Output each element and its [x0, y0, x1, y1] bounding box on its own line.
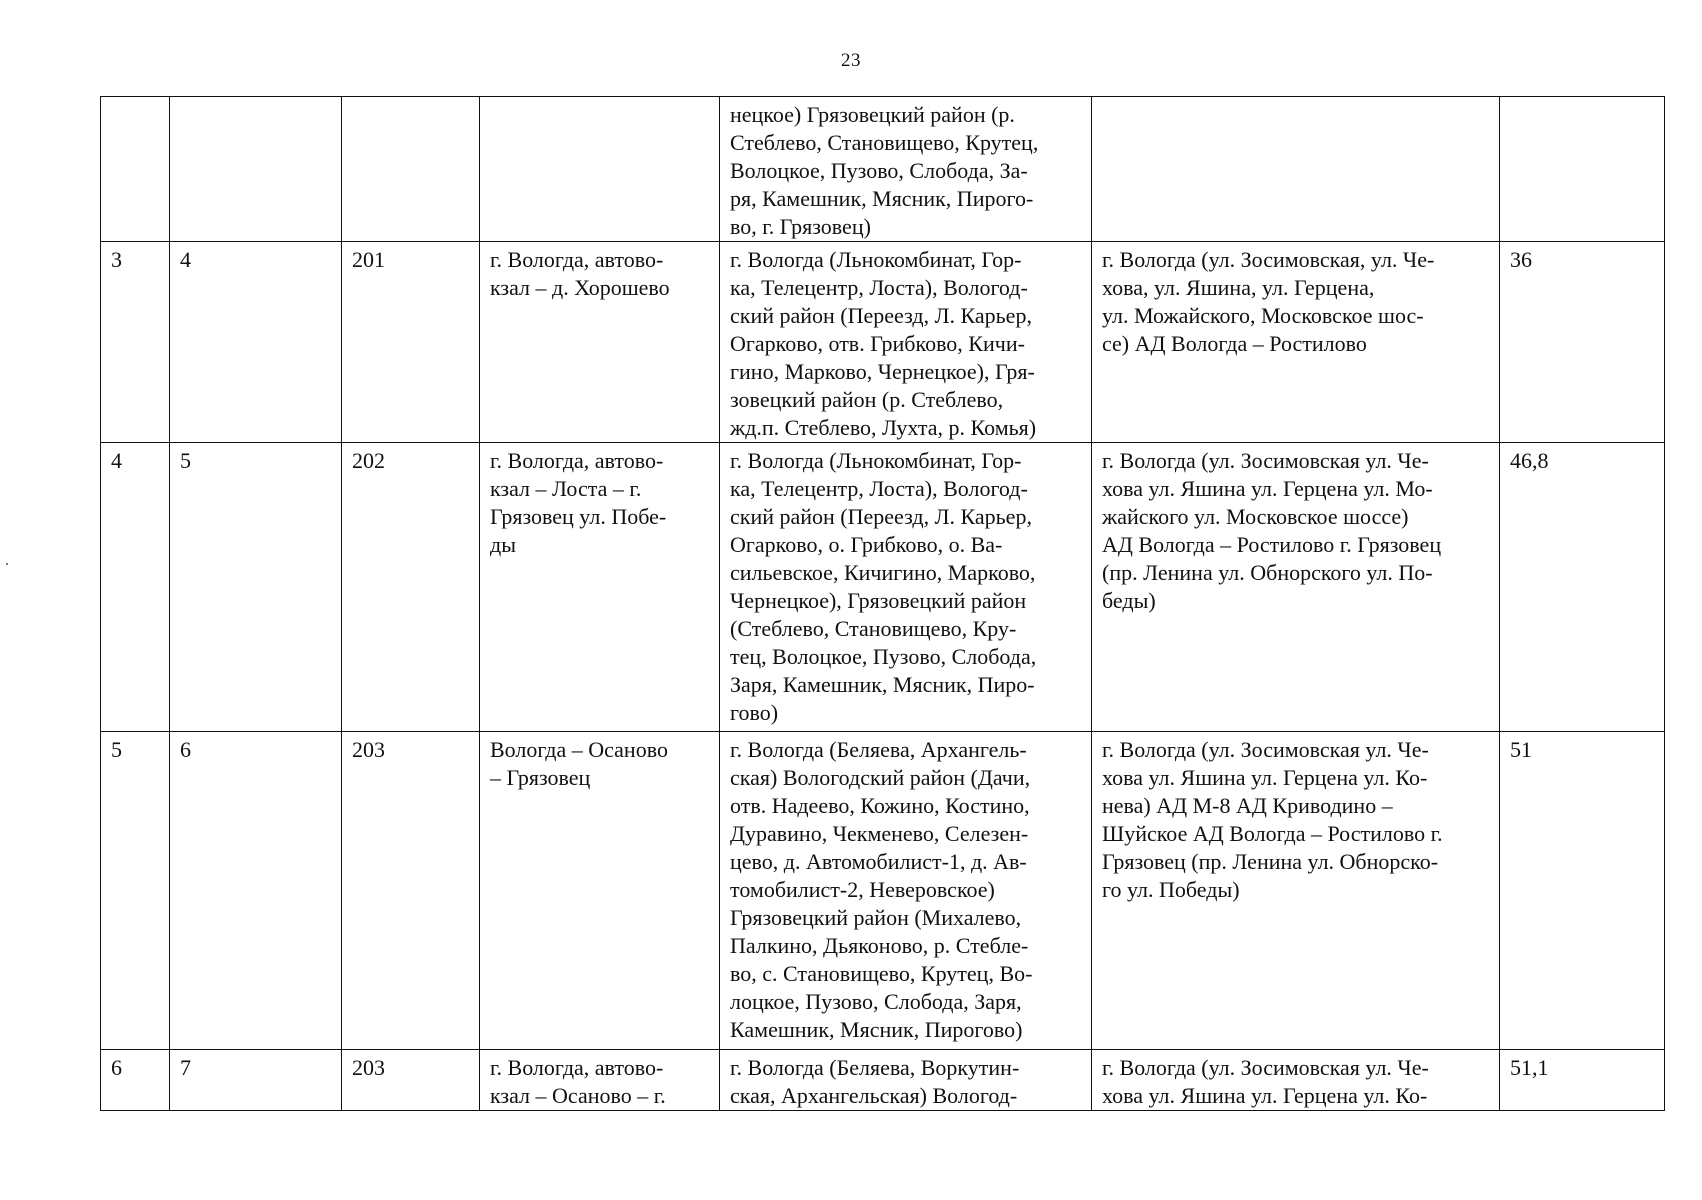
- cell-route-code: 202: [342, 443, 480, 732]
- cell-route-code: 203: [342, 732, 480, 1050]
- table-row: [101, 732, 1665, 1050]
- cell-route-number: 6: [170, 732, 342, 1050]
- cell-stops: г. Вологда (Льнокомбинат, Гор- ка, Телецентр, Лоста), Вологод- ский район (Переезд, Л. Карьер, Огарково, о. Грибково, о. Ва- сильевское, Кичигино, Марково, Чернецкое), Грязовецкий район (Стеблево, Становищево, Кру- тец, Волоцкое, Пузово, Слобода, Заря, Камешник, Мясник, Пиро- гово): [720, 443, 1092, 732]
- cell-route-number: 5: [170, 443, 342, 732]
- cell-index: [101, 97, 170, 242]
- route-table: [100, 96, 1665, 1111]
- cell-route-name: [480, 97, 720, 242]
- page-number: 23: [841, 50, 861, 71]
- cell-route-name: г. Вологда, автово- кзал – д. Хорошево: [480, 242, 720, 443]
- cell-streets: [1092, 97, 1500, 242]
- cell-length: 46,8: [1500, 443, 1665, 732]
- table-row: [101, 1050, 1665, 1111]
- cell-route-number: 4: [170, 242, 342, 443]
- cell-stops: нецкое) Грязовецкий район (р. Стеблево, Становищево, Крутец, Волоцкое, Пузово, Слобода, За- ря, Камешник, Мясник, Пирого- во, г. Грязовец): [720, 97, 1092, 242]
- cell-route-code: 203: [342, 1050, 480, 1111]
- cell-route-number: [170, 97, 342, 242]
- table-row: [101, 443, 1665, 732]
- cell-route-name: г. Вологда, автово- кзал – Осаново – г.: [480, 1050, 720, 1111]
- table-row: [101, 242, 1665, 443]
- cell-index: 4: [101, 443, 170, 732]
- cell-route-name: г. Вологда, автово- кзал – Лоста – г. Грязовец ул. Побе- ды: [480, 443, 720, 732]
- cell-index: 5: [101, 732, 170, 1050]
- cell-index: 6: [101, 1050, 170, 1111]
- cell-stops: г. Вологда (Беляева, Воркутин- ская, Архангельская) Вологод-: [720, 1050, 1092, 1111]
- cell-stops: г. Вологда (Льнокомбинат, Гор- ка, Телецентр, Лоста), Вологод- ский район (Переезд, Л. Карьер, Огарково, отв. Грибково, Кичи- гино, Марково, Чернецкое), Гря- зовецкий район (р. Стеблево, жд.п. Стеблево, Лухта, р. Комья): [720, 242, 1092, 443]
- cell-route-number: 7: [170, 1050, 342, 1111]
- cell-streets: г. Вологда (ул. Зосимовская ул. Че- хова ул. Яшина ул. Герцена ул. Ко- нева) АД М-8 АД Криводино – Шуйское АД Вологда – Ростилово г. Грязовец (пр. Ленина ул. Обнорско- го ул. Победы): [1092, 732, 1500, 1050]
- cell-streets: г. Вологда (ул. Зосимовская ул. Че- хова ул. Яшина ул. Герцена ул. Ко-: [1092, 1050, 1500, 1111]
- table-row: [101, 97, 1665, 242]
- cell-index: 3: [101, 242, 170, 443]
- cell-route-code: 201: [342, 242, 480, 443]
- cell-length: [1500, 97, 1665, 242]
- cell-length: 51: [1500, 732, 1665, 1050]
- cell-length: 51,1: [1500, 1050, 1665, 1111]
- scan-artifact-dot: [6, 563, 8, 565]
- cell-route-code: [342, 97, 480, 242]
- cell-streets: г. Вологда (ул. Зосимовская, ул. Че- хова, ул. Яшина, ул. Герцена, ул. Можайского, Московское шос- се) АД Вологда – Ростилово: [1092, 242, 1500, 443]
- cell-length: 36: [1500, 242, 1665, 443]
- cell-streets: г. Вологда (ул. Зосимовская ул. Че- хова ул. Яшина ул. Герцена ул. Мо- жайского ул. Московское шоссе) АД Вологда – Ростилово г. Грязовец (пр. Ленина ул. Обнорского ул. По- беды): [1092, 443, 1500, 732]
- cell-stops: г. Вологда (Беляева, Архангель- ская) Вологодский район (Дачи, отв. Надеево, Кожино, Костино, Дуравино, Чекменево, Селезен- цево, д. Автомобилист-1, д. Ав- томобилист-2, Неверовское) Грязовецкий район (Михалево, Палкино, Дьяконово, р. Стебле- во, с. Становищево, Крутец, Во- лоцкое, Пузово, Слобода, Заря, Камешник, Мясник, Пирогово): [720, 732, 1092, 1050]
- cell-route-name: Вологда – Осаново – Грязовец: [480, 732, 720, 1050]
